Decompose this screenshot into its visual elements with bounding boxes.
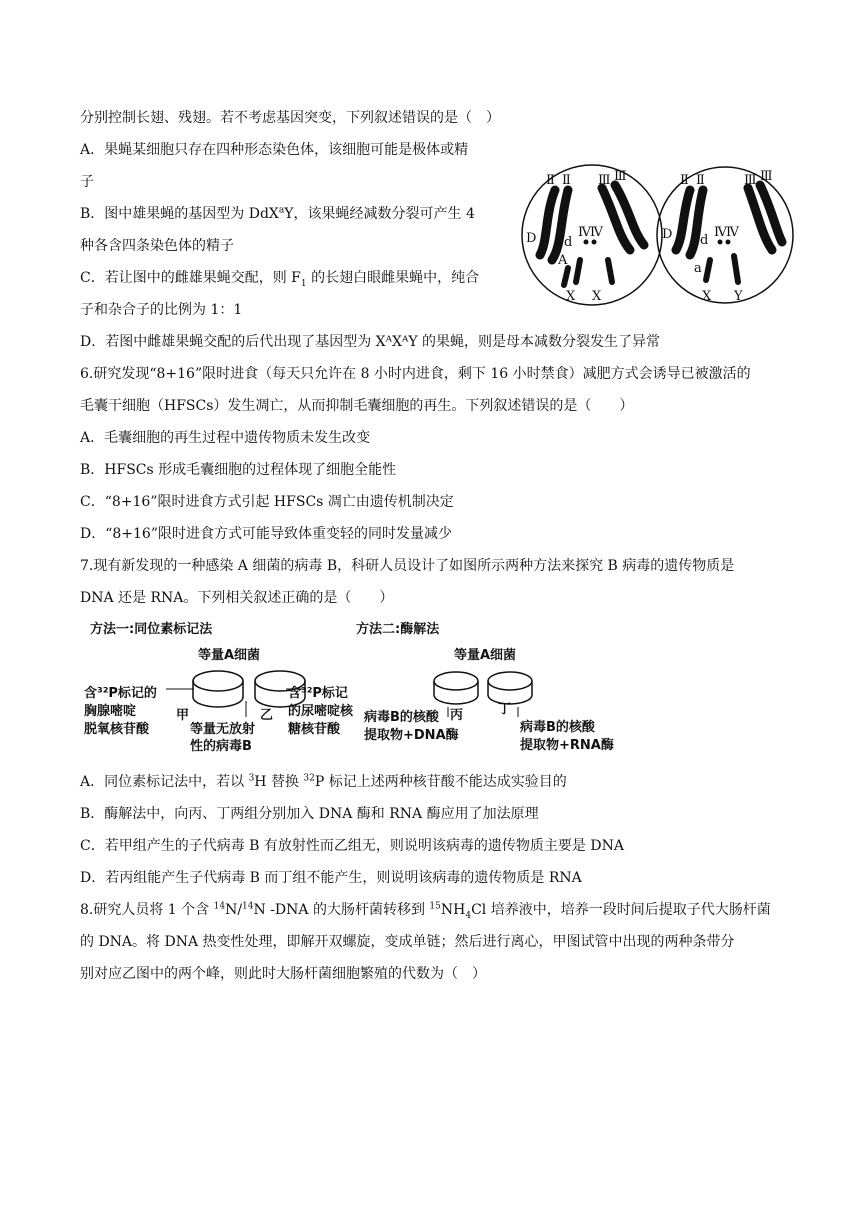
text: NH	[440, 902, 466, 918]
label: 含³²P标记的	[84, 686, 157, 701]
chromosome-figure	[520, 160, 795, 310]
q6-option-c: C．“8+16”限时进食方式引起 HFSCs 凋亡由遗传机制决定	[80, 494, 454, 510]
label: 病毒B的核酸	[364, 710, 439, 725]
label: Ⅲ	[744, 173, 757, 188]
text: Cl 培养液中，培养一段时间后提取子代大肠杆菌	[471, 902, 771, 918]
q7-stem-line2: DNA 还是 RNA。下列相关叙述正确的是（ ）	[80, 590, 394, 606]
label: 的尿嘧啶核	[288, 704, 354, 719]
text: P 标记上述两种核苷酸不能达成实验目的	[314, 774, 567, 790]
superscript: a	[278, 205, 285, 216]
q5-option-a-line2: 子	[80, 174, 94, 190]
q7-option-a	[80, 772, 567, 792]
label: Ⅳ	[590, 225, 603, 240]
label: Ⅳ	[578, 225, 591, 240]
label: 脱氧核苷酸	[84, 722, 150, 737]
label: Ⅱ	[680, 173, 689, 188]
text: 的长翅白眼雌果蝇中，纯合	[306, 270, 480, 286]
label: Ⅱ	[562, 173, 571, 188]
q8-stem-line1	[80, 900, 771, 920]
petri-dish-ding	[488, 672, 532, 704]
label: Ⅱ	[546, 173, 555, 188]
label-ding: 丁	[498, 702, 512, 717]
q8-stem-line2: 的 DNA。将 DNA 热变性处理，即解开双螺旋，变成单链；然后进行离心，甲图试管中出现的两种条带分	[80, 934, 735, 950]
q8-stem-line3: 别对应乙图中的两个峰，则此时大肠杆菌细胞繁殖的代数为（ ）	[80, 966, 486, 982]
label: Ⅲ	[760, 169, 773, 184]
q5-option-a-line1: A．果蝇某细胞只存在四种形态染色体，该细胞可能是极体或精	[80, 142, 469, 158]
petri-dish-bing	[434, 672, 478, 704]
superscript: 32	[303, 773, 315, 784]
label: X	[566, 289, 576, 304]
text: B．图中雄果蝇的基因型为 DdX	[80, 206, 279, 222]
superscript: 14	[242, 901, 254, 912]
q7-stem-line1: 7.现有新发现的一种感染 A 细菌的病毒 B，科研人员设计了如图所示两种方法来探究 B 病毒的遗传物质是	[80, 558, 735, 574]
superscript: 15	[429, 901, 441, 912]
subscript: 4	[465, 910, 472, 921]
label: 含³²P标记	[288, 686, 348, 701]
female-cell	[522, 165, 662, 305]
text: A．同位素标记法中，若以	[80, 774, 249, 790]
text: Y，该果蝇经减数分裂可产生 4	[284, 206, 475, 222]
q6-option-b: B．HFSCs 形成毛囊细胞的过程体现了细胞全能性	[80, 462, 397, 478]
label: D	[662, 227, 673, 242]
label: Y	[734, 289, 743, 304]
label: X	[592, 289, 602, 304]
label: Ⅲ	[614, 169, 627, 184]
equal-bacteria-label: 等量A细菌	[454, 648, 517, 663]
q5-option-d: D．若图中雌雄果蝇交配的后代出现了基因型为 XᴬXᴬY 的果蝇，则是母本减数分裂发生了异常	[80, 334, 661, 350]
q6-stem-line1: 6.研究发现“8+16”限时进食（每天只允许在 8 小时内进食，剩下 16 小时禁食）减肥方式会诱导已被激活的	[80, 366, 751, 382]
label: X	[702, 289, 712, 304]
male-cell	[657, 167, 793, 304]
label: 提取物+DNA酶	[364, 728, 459, 743]
equal-bacteria-label: 等量A细菌	[198, 648, 261, 663]
label: d	[564, 235, 573, 250]
label-jia: 甲	[176, 708, 190, 723]
label: Ⅳ	[714, 225, 727, 240]
experiment-figure	[78, 617, 618, 757]
label-yi: 乙	[260, 708, 274, 723]
method1-title: 方法一:同位素标记法	[90, 622, 213, 637]
q6-option-d: D．“8+16”限时进食方式可能导致体重变轻的同时发量减少	[80, 526, 452, 542]
label: 等量无放射	[190, 722, 256, 737]
q5-option-b-line1	[80, 204, 475, 224]
q5-stem-tail: 分别控制长翅、残翅。若不考虑基因突变，下列叙述错误的是（ ）	[80, 110, 500, 126]
label: D	[526, 231, 537, 246]
label: 胸腺嘧啶	[84, 704, 137, 719]
q5-option-b-line2: 种各含四条染色体的精子	[80, 238, 234, 254]
label: 糖核苷酸	[288, 722, 341, 737]
q5-option-c-line1	[80, 268, 479, 288]
text: H 替换	[254, 774, 304, 790]
label-bing: 丙	[450, 708, 464, 723]
label: a	[694, 261, 702, 276]
label: A	[558, 253, 568, 268]
label: 病毒B的核酸	[520, 720, 595, 735]
q7-option-d: D．若丙组能产生子代病毒 B 而丁组不能产生，则说明该病毒的遗传物质是 RNA	[80, 870, 582, 886]
q5-option-c-line2: 子和杂合子的比例为 1：1	[80, 302, 243, 318]
text: N/	[225, 902, 243, 918]
label: Ⅳ	[726, 225, 739, 240]
subscript: 1	[300, 278, 307, 289]
label: 提取物+RNA酶	[520, 738, 614, 753]
petri-dish-jia	[193, 671, 243, 707]
label: a	[606, 261, 614, 276]
text: C．若让图中的雌雄果蝇交配，则 F	[80, 270, 301, 286]
text: 8.研究人员将 1 个含	[80, 902, 214, 918]
superscript: 14	[213, 901, 226, 912]
label: d	[700, 233, 709, 248]
superscript: 3	[248, 773, 255, 784]
text: N -DNA 的大肠杆菌转移到	[253, 902, 430, 918]
label: 性的病毒B	[190, 739, 252, 754]
method2-title: 方法二:酶解法	[356, 622, 440, 637]
q6-option-a: A．毛囊细胞的再生过程中遗传物质未发生改变	[80, 430, 371, 446]
q7-option-c: C．若甲组产生的子代病毒 B 有放射性而乙组无，则说明该病毒的遗传物质主要是 DNA	[80, 838, 624, 854]
label: Ⅱ	[696, 173, 705, 188]
q7-option-b: B．酶解法中，向丙、丁两组分别加入 DNA 酶和 RNA 酶应用了加法原理	[80, 806, 539, 822]
label: Ⅲ	[598, 173, 611, 188]
q6-stem-line2: 毛囊干细胞（HFSCs）发生凋亡，从而抑制毛囊细胞的再生。下列叙述错误的是（ ）	[80, 398, 634, 414]
